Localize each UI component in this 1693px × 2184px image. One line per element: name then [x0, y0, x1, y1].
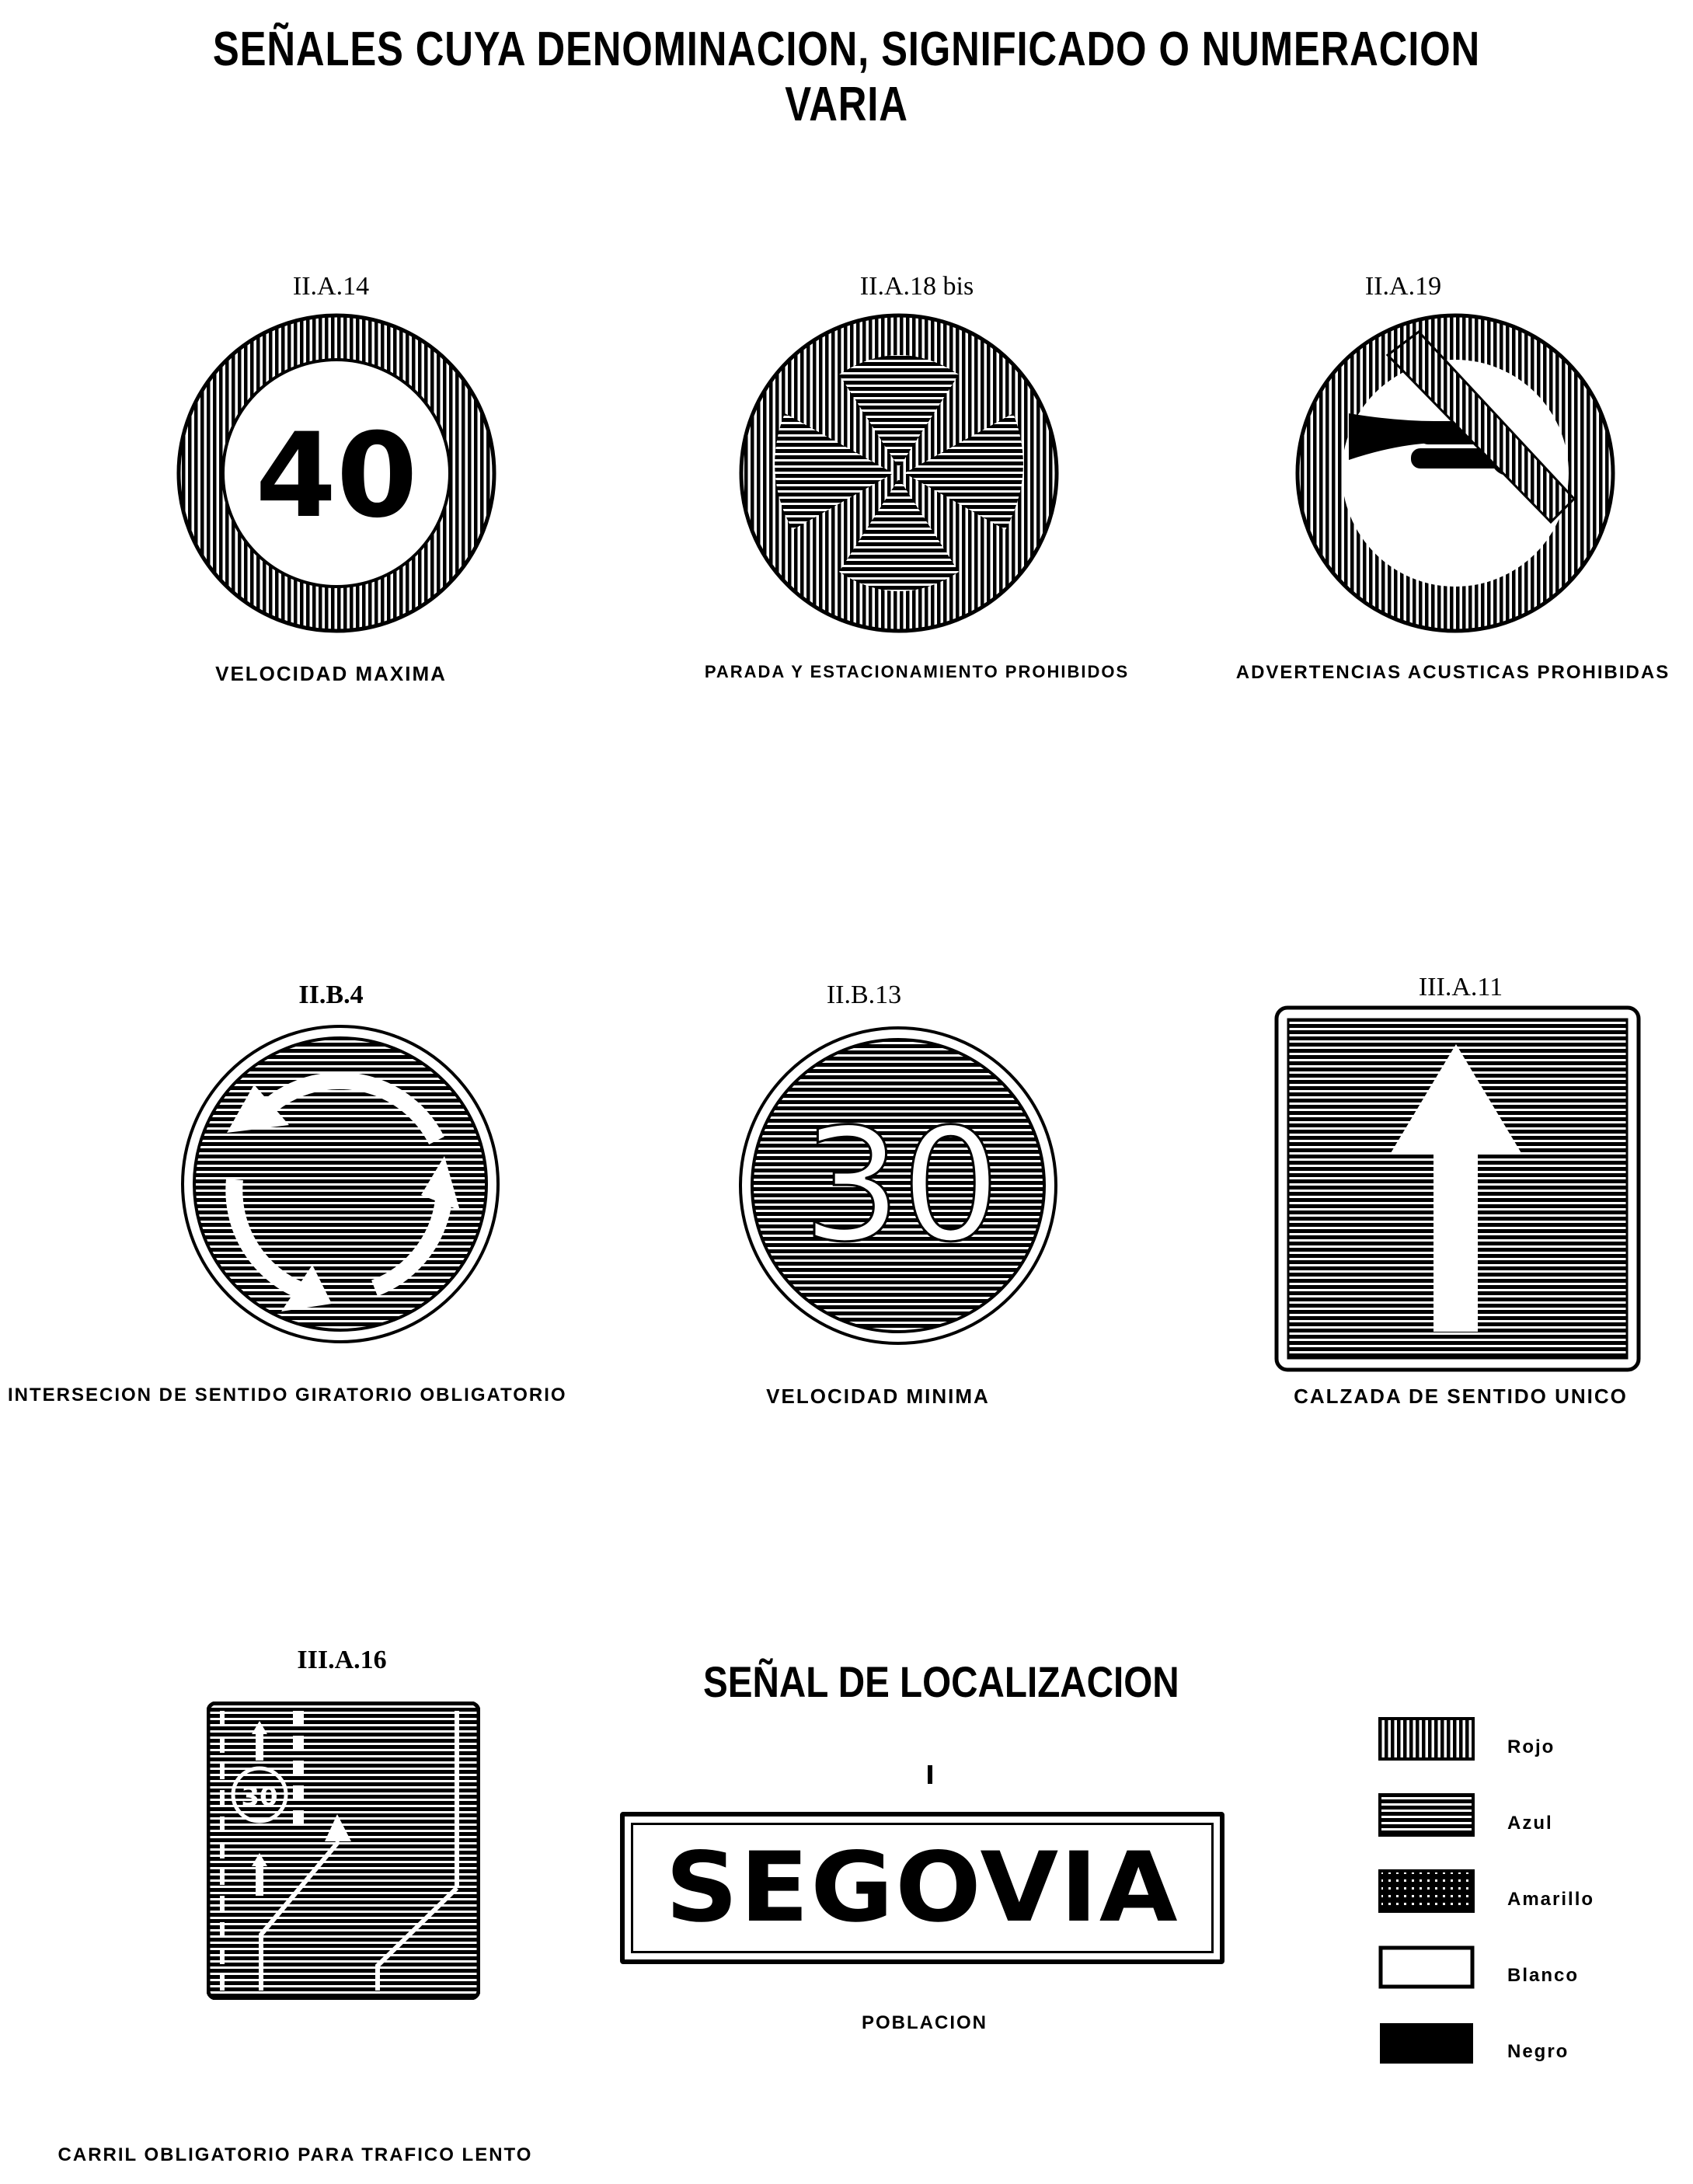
empty-swatch-icon — [1378, 1945, 1475, 1989]
sign-code: II.A.18 bis — [859, 272, 974, 301]
slow-traffic-lane-sign — [207, 1702, 480, 2000]
svg-text:30: 30 — [802, 1095, 1001, 1277]
segovia-location-sign — [620, 1812, 1224, 1964]
sign-code: III.A.11 — [1418, 973, 1503, 1001]
color-legend — [1378, 1717, 1594, 2065]
town-name: SEGOVIA — [665, 1832, 1179, 1944]
sign-caption: PARADA Y ESTACIONAMIENTO PROHIBIDOS — [704, 662, 1130, 681]
legend-item-azul — [1378, 1793, 1594, 1837]
legend-label: Blanco — [1507, 1965, 1580, 1986]
vertical-hatch-swatch-icon — [1378, 1717, 1475, 1761]
legend-label: Amarillo — [1507, 1889, 1595, 1910]
legend-label: Azul — [1507, 1813, 1553, 1834]
legend-item-amarillo — [1378, 1869, 1594, 1913]
sign-caption: CALZADA DE SENTIDO UNICO — [1294, 1385, 1628, 1408]
svg-text:40: 40 — [255, 409, 418, 544]
page-title: SEÑALES CUYA DENOMINACION, SIGNIFICADO O NUMERACION VARIA — [212, 23, 1481, 131]
one-way-sign — [1274, 1005, 1641, 1372]
horizontal-hatch-swatch-icon — [1378, 1793, 1475, 1837]
svg-text:30: 30 — [241, 1782, 278, 1813]
legend-label: Rojo — [1507, 1736, 1555, 1757]
sign-caption: ADVERTENCIAS ACUSTICAS PROHIBIDAS — [1235, 662, 1670, 683]
no-stopping-parking-sign — [738, 312, 1060, 634]
legend-item-rojo — [1378, 1717, 1594, 1761]
minimum-speed-30-sign — [738, 1026, 1058, 1346]
location-sign-caption: POBLACION — [862, 2012, 988, 2033]
speed-limit-40-sign — [176, 312, 497, 634]
legend-item-blanco — [1378, 1945, 1594, 1989]
sign-caption: VELOCIDAD MINIMA — [766, 1385, 990, 1408]
sign-code: II.B.4 — [298, 981, 364, 1009]
sign-code: II.A.19 — [1364, 272, 1442, 301]
roundabout-sign — [180, 1024, 500, 1344]
location-sign-heading: SEÑAL DE LOCALIZACION — [703, 1657, 1179, 1706]
dotted-swatch-icon — [1378, 1869, 1475, 1913]
sign-caption: INTERSECION DE SENTIDO GIRATORIO OBLIGATORIO — [8, 1385, 567, 1405]
sign-post-mark — [928, 1765, 932, 1784]
legend-item-negro — [1378, 2022, 1594, 2065]
legend-label: Negro — [1507, 2041, 1569, 2062]
sign-caption: CARRIL OBLIGATORIO PARA TRAFICO LENTO — [57, 2144, 533, 2165]
solid-swatch-icon — [1378, 2022, 1475, 2065]
sign-code: II.A.14 — [292, 272, 370, 301]
sign-caption: VELOCIDAD MAXIMA — [215, 662, 447, 685]
sign-code: II.B.13 — [826, 981, 902, 1009]
no-horn-sign — [1294, 312, 1616, 634]
sign-code: III.A.16 — [297, 1646, 387, 1674]
